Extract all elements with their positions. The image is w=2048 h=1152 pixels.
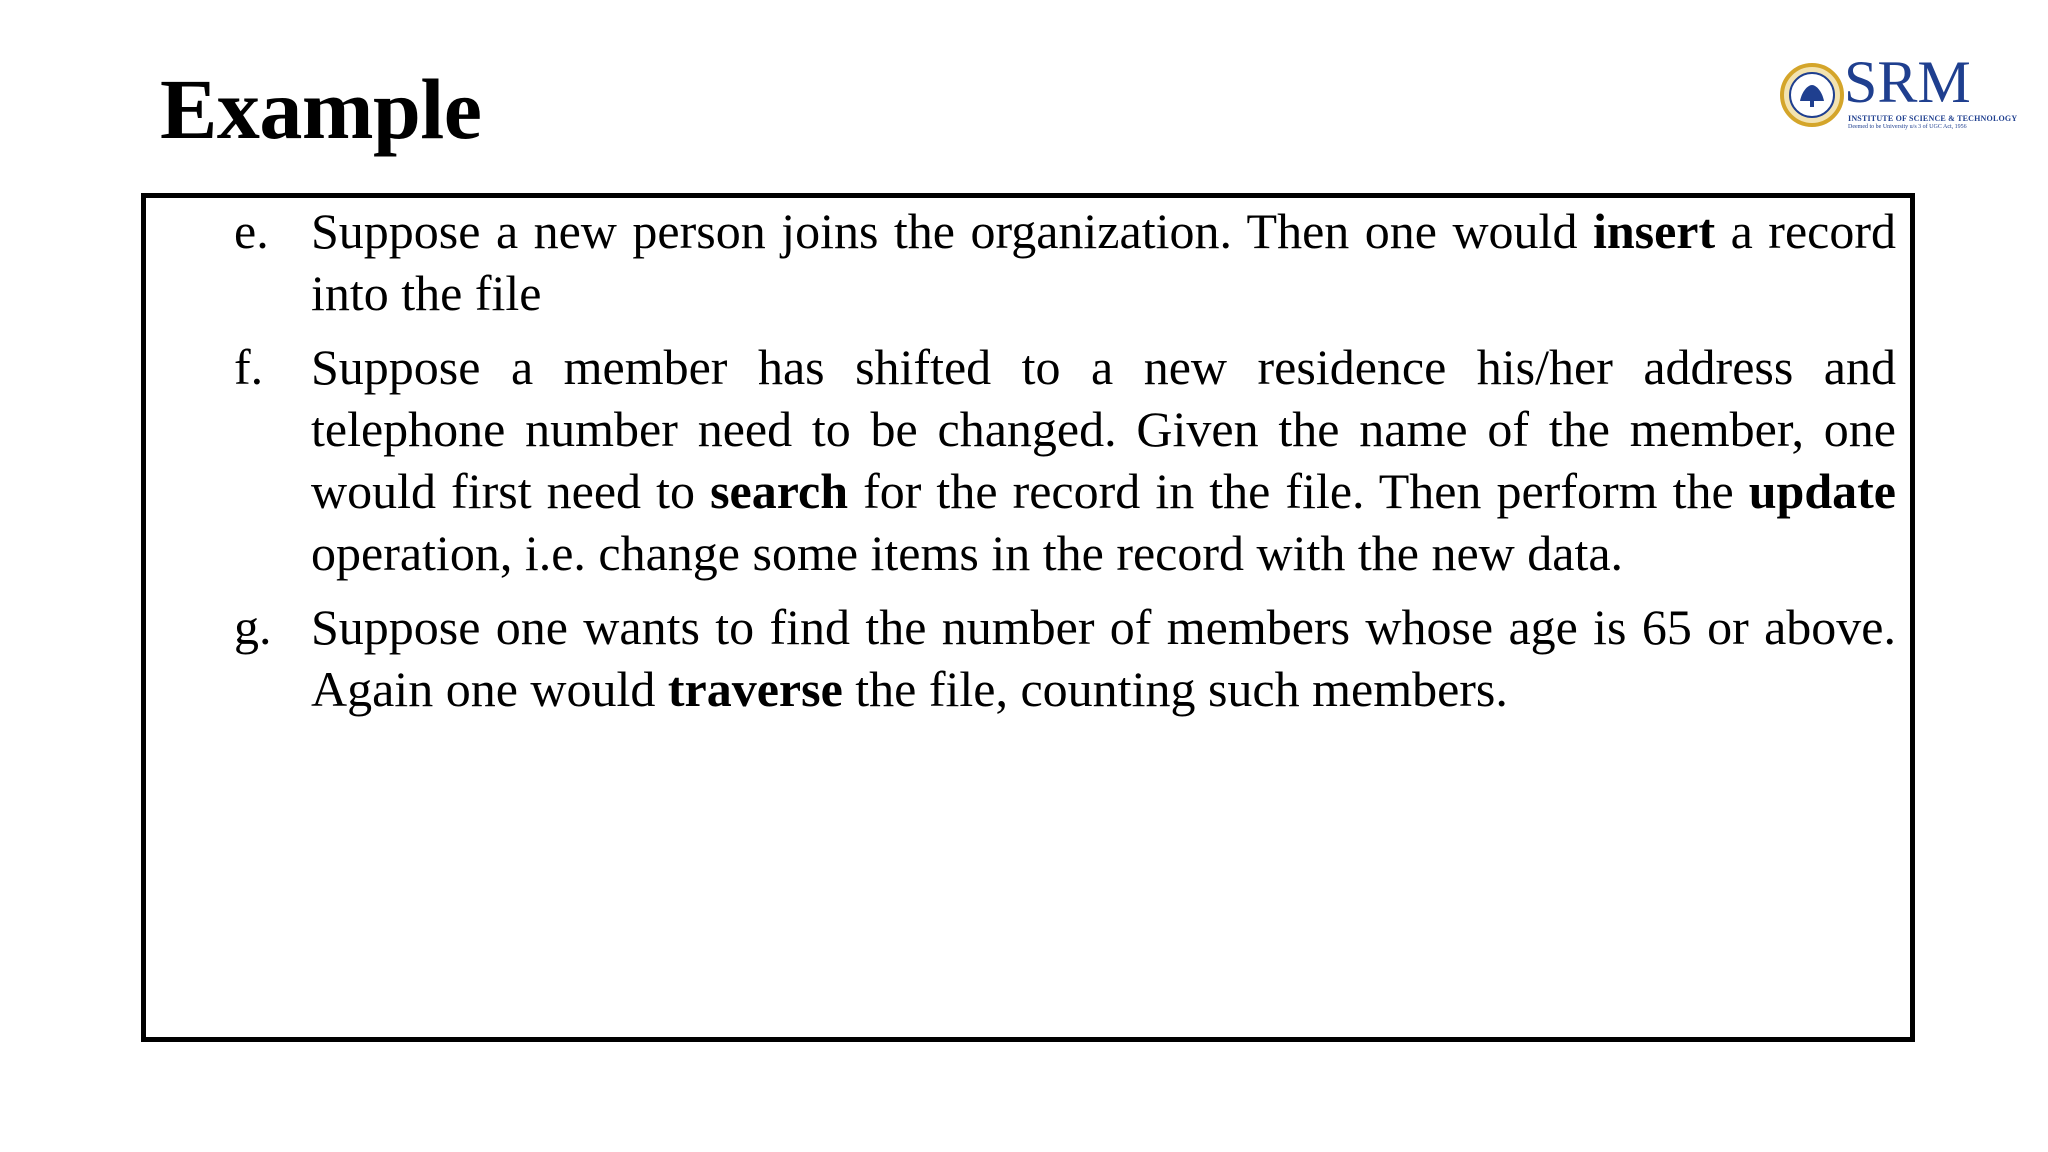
body-text: for the record in the file. Then perform the — [848, 463, 1749, 519]
body-text: operation, i.e. change some items in the record with the new data. — [311, 525, 1624, 581]
logo-tagline: Deemed to be University u/s 3 of UGC Act, 1956 — [1848, 124, 1967, 130]
body-text: Suppose one wants to find the number of members whose age is 65 or above. Again one would — [311, 599, 1896, 717]
logo-subtitle: INSTITUTE OF SCIENCE & TECHNOLOGY — [1848, 114, 2018, 123]
list-marker: e. — [234, 203, 269, 259]
list-item-text — [311, 203, 1896, 321]
body-text: the file, counting such members. — [842, 661, 1508, 717]
seal-icon — [1780, 63, 1844, 127]
srm-logo — [1780, 49, 2018, 134]
list-item-text — [311, 599, 1896, 717]
logo-name: SRM — [1844, 49, 1971, 115]
keyword-text: search — [710, 463, 849, 519]
list-item — [234, 200, 1896, 324]
example-list — [234, 200, 1896, 732]
list-marker: g. — [234, 599, 272, 655]
list-item-text — [311, 339, 1896, 581]
list-item — [234, 336, 1896, 584]
keyword-text: traverse — [667, 661, 843, 717]
keyword-text: update — [1748, 463, 1896, 519]
list-item — [234, 596, 1896, 720]
slide-title: Example — [160, 61, 482, 157]
body-text: Suppose a member has shifted to a new residence his/her address and telephone number need to be changed. Given the name of the member, one would first need to — [311, 339, 1896, 519]
body-text: Suppose a new person joins the organization. Then one would — [311, 203, 1593, 259]
list-marker: f. — [234, 339, 264, 395]
keyword-text: insert — [1592, 203, 1716, 259]
body-text: a record into the file — [311, 203, 1896, 321]
